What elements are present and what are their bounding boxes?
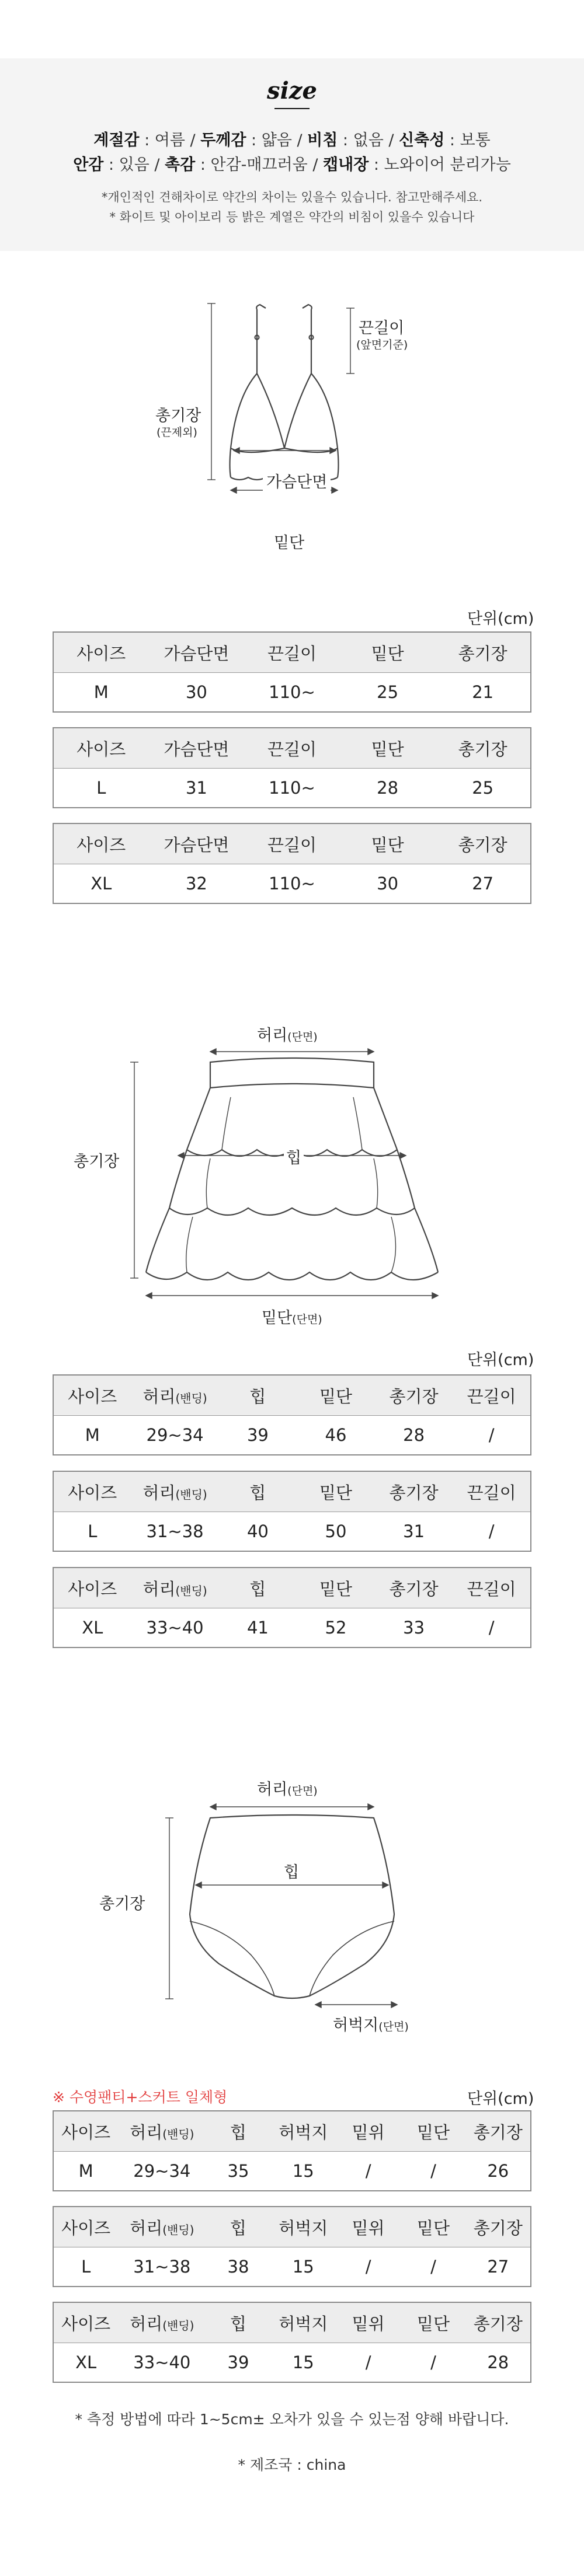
note-1: *개인적인 견해차이로 약간의 차이는 있을수 있습니다. 참고만해주세요. bbox=[101, 190, 483, 204]
strap-length-label: 끈길이 bbox=[359, 319, 405, 337]
title-underline bbox=[274, 108, 310, 109]
spec-line-2: 안감 : 있음 / 촉감 : 안감-매끄러움 / 캡내장 : 노와이어 분리가능 bbox=[73, 156, 511, 174]
unit-label: 단위(cm) bbox=[467, 2090, 534, 2108]
top-length-sub: (끈제외) bbox=[157, 426, 197, 439]
panty-illustration bbox=[0, 1797, 584, 2054]
skirt-waist-label: 허리(단면) bbox=[257, 1027, 318, 1045]
skirt-illustration bbox=[0, 1039, 584, 1331]
unit-label: 단위(cm) bbox=[467, 1351, 534, 1369]
page-title: size bbox=[267, 77, 317, 104]
panty-thigh-label: 허벅지(단면) bbox=[333, 2016, 409, 2034]
size-table-skirt-l: 사이즈 허리(밴딩) 힙 밑단 총기장 끈길이 L 31~38 40 50 31 / bbox=[53, 1471, 531, 1552]
skirt-hip-label: 힙 bbox=[284, 1145, 304, 1168]
size-table-skirt-xl: 사이즈 허리(밴딩) 힙 밑단 총기장 끈길이 XL 33~40 41 52 33 / bbox=[53, 1567, 531, 1648]
size-table-panty-l: 사이즈 허리(밴딩) 힙 허벅지 밑위 밑단 총기장 L 31~38 38 15 / / 27 bbox=[53, 2206, 531, 2287]
unit-label: 단위(cm) bbox=[467, 610, 534, 628]
top-illustration bbox=[0, 292, 584, 560]
size-table-panty-m: 사이즈 허리(밴딩) 힙 허벅지 밑위 밑단 총기장 M 29~34 35 15 / / 26 bbox=[53, 2110, 531, 2191]
combo-note: ※ 수영팬티+스커트 일체형 bbox=[53, 2089, 228, 2106]
panty-hip-label: 힙 bbox=[284, 1863, 300, 1882]
top-length-label: 총기장 bbox=[155, 407, 201, 425]
origin-note: * 제조국 : china bbox=[238, 2456, 346, 2473]
size-table-top-m: 사이즈 가슴단면 끈길이 밑단 총기장 M 30 110~ 25 21 bbox=[53, 631, 531, 713]
panty-waist-label: 허리(단면) bbox=[257, 1781, 318, 1799]
size-table-panty-xl: 사이즈 허리(밴딩) 힙 허벅지 밑위 밑단 총기장 XL 33~40 39 15 / / 28 bbox=[53, 2302, 531, 2383]
size-table-top-l: 사이즈 가슴단면 끈길이 밑단 총기장 L 31 110~ 28 25 bbox=[53, 727, 531, 808]
chest-label: 가슴단면 bbox=[263, 469, 331, 492]
note-2: * 화이트 및 아이보리 등 밝은 계열은 약간의 비침이 있을수 있습니다 bbox=[109, 210, 475, 224]
skirt-length-label: 총기장 bbox=[74, 1153, 120, 1171]
spec-line-1: 계절감 : 여름 / 두께감 : 얇음 / 비침 : 없음 / 신축성 : 보통 bbox=[93, 131, 491, 149]
skirt-hem-label: 밑단(단면) bbox=[262, 1309, 322, 1327]
measurement-note: * 측정 방법에 따라 1~5cm± 오차가 있을 수 있는점 양해 바랍니다. bbox=[75, 2411, 509, 2428]
hem-label: 밑단 bbox=[274, 534, 305, 552]
size-table-skirt-m: 사이즈 허리(밴딩) 힙 밑단 총기장 끈길이 M 29~34 39 46 28 / bbox=[53, 1374, 531, 1455]
panty-length-label: 총기장 bbox=[99, 1895, 145, 1913]
size-table-top-xl: 사이즈 가슴단면 끈길이 밑단 총기장 XL 32 110~ 30 27 bbox=[53, 823, 531, 904]
strap-length-sub: (앞면기준) bbox=[356, 338, 408, 351]
